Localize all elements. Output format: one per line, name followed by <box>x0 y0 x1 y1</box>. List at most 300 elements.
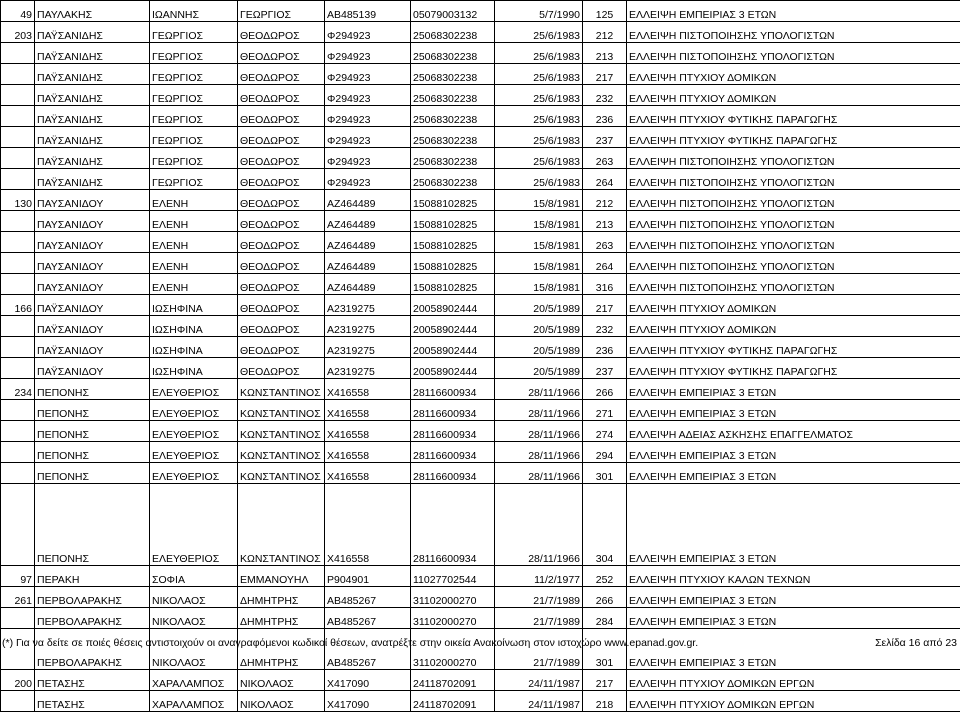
table-row <box>1 274 960 295</box>
cell-amka: 15088102825 <box>411 190 495 211</box>
cell-birth-date: 25/6/1983 <box>495 106 583 127</box>
cell-exclusion-reason: ΕΛΛΕΙΨΗ ΠΙΣΤΟΠΟΙΗΣΗΣ ΥΠΟΛΟΓΙΣΤΩΝ <box>627 211 960 232</box>
cell-position-code: 217 <box>583 670 627 691</box>
cell-father-name: ΔΗΜΗΤΡΗΣ <box>238 629 325 670</box>
cell-row-number <box>1 484 35 566</box>
cell-surname: ΠΕΤΑΣΗΣ <box>35 670 150 691</box>
cell-exclusion-reason: ΕΛΛΕΙΨΗ ΠΙΣΤΟΠΟΙΗΣΗΣ ΥΠΟΛΟΓΙΣΤΩΝ <box>627 148 960 169</box>
cell-first-name: ΧΑΡΑΛΑΜΠΟΣ <box>150 691 238 712</box>
cell-position-code: 301 <box>583 629 627 670</box>
cell-position-code: 264 <box>583 169 627 190</box>
cell-amka: 15088102825 <box>411 274 495 295</box>
cell-position-code: 301 <box>583 463 627 484</box>
cell-surname: ΠΕΤΑΣΗΣ <box>35 691 150 712</box>
cell-surname: ΠΕΠΟΝΗΣ <box>35 463 150 484</box>
cell-birth-date: 25/6/1983 <box>495 127 583 148</box>
cell-birth-date: 28/11/1966 <box>495 442 583 463</box>
cell-father-name: ΕΜΜΑΝΟΥΗΛ <box>238 566 325 587</box>
table-row <box>1 316 960 337</box>
cell-surname: ΠΑΫΣΑΝΙΔΟΥ <box>35 358 150 379</box>
cell-position-code: 232 <box>583 316 627 337</box>
cell-surname: ΠΑΥΣΑΝΙΔΟΥ <box>35 253 150 274</box>
cell-amka: 31102000270 <box>411 587 495 608</box>
cell-exclusion-reason: ΕΛΛΕΙΨΗ ΠΤΥΧΙΟΥ ΔΟΜΙΚΩΝ <box>627 316 960 337</box>
cell-id-card: Χ416558 <box>325 484 411 566</box>
cell-amka: 11027702544 <box>411 566 495 587</box>
table-row <box>1 190 960 211</box>
cell-position-code: 218 <box>583 691 627 712</box>
cell-first-name: ΕΛΕΥΘΕΡΙΟΣ <box>150 379 238 400</box>
cell-id-card: ΑΒ485267 <box>325 587 411 608</box>
cell-row-number <box>1 106 35 127</box>
cell-surname: ΠΕΠΟΝΗΣ <box>35 484 150 566</box>
cell-exclusion-reason: ΕΛΛΕΙΨΗ ΠΙΣΤΟΠΟΙΗΣΗΣ ΥΠΟΛΟΓΙΣΤΩΝ <box>627 253 960 274</box>
cell-father-name: ΘΕΟΔΩΡΟΣ <box>238 127 325 148</box>
cell-exclusion-reason: ΕΛΛΕΙΨΗ ΑΔΕΙΑΣ ΑΣΚΗΣΗΣ ΕΠΑΓΓΕΛΜΑΤΟΣ <box>627 421 960 442</box>
cell-father-name: ΘΕΟΔΩΡΟΣ <box>238 211 325 232</box>
cell-amka: 25068302238 <box>411 169 495 190</box>
table-row <box>1 253 960 274</box>
cell-amka: 24118702091 <box>411 670 495 691</box>
cell-first-name: ΕΛΕΥΘΕΡΙΟΣ <box>150 400 238 421</box>
cell-father-name: ΝΙΚΟΛΑΟΣ <box>238 691 325 712</box>
cell-exclusion-reason: ΕΛΛΕΙΨΗ ΕΜΠΕΙΡΙΑΣ 3 ΕΤΩΝ <box>627 484 960 566</box>
cell-birth-date: 15/8/1981 <box>495 274 583 295</box>
table-row <box>1 1 960 22</box>
table-row <box>1 232 960 253</box>
cell-row-number: 200 <box>1 670 35 691</box>
cell-first-name: ΕΛΕΝΗ <box>150 253 238 274</box>
cell-id-card: ΑΖ464489 <box>325 253 411 274</box>
cell-birth-date: 28/11/1966 <box>495 400 583 421</box>
cell-row-number: 166 <box>1 295 35 316</box>
cell-id-card: ΑΒ485267 <box>325 608 411 629</box>
cell-id-card: Χ416558 <box>325 379 411 400</box>
cell-first-name: ΙΩΣΗΦΙΝΑ <box>150 337 238 358</box>
cell-surname: ΠΑΫΣΑΝΙΔΗΣ <box>35 148 150 169</box>
table-row <box>1 379 960 400</box>
cell-first-name: ΙΩΣΗΦΙΝΑ <box>150 295 238 316</box>
cell-birth-date: 25/6/1983 <box>495 64 583 85</box>
cell-amka: 15088102825 <box>411 232 495 253</box>
cell-id-card: Φ294923 <box>325 127 411 148</box>
cell-birth-date: 21/7/1989 <box>495 587 583 608</box>
table-row <box>1 608 960 629</box>
cell-amka: 28116600934 <box>411 400 495 421</box>
cell-position-code: 217 <box>583 295 627 316</box>
cell-id-card: Φ294923 <box>325 169 411 190</box>
table-row <box>1 85 960 106</box>
page-footer <box>0 637 960 653</box>
cell-id-card: Χ416558 <box>325 421 411 442</box>
cell-birth-date: 21/7/1989 <box>495 608 583 629</box>
cell-birth-date: 25/6/1983 <box>495 85 583 106</box>
cell-row-number <box>1 358 35 379</box>
cell-exclusion-reason: ΕΛΛΕΙΨΗ ΕΜΠΕΙΡΙΑΣ 3 ΕΤΩΝ <box>627 400 960 421</box>
cell-row-number: 130 <box>1 190 35 211</box>
cell-birth-date: 24/11/1987 <box>495 691 583 712</box>
cell-father-name: ΘΕΟΔΩΡΟΣ <box>238 274 325 295</box>
cell-row-number <box>1 691 35 712</box>
cell-first-name: ΕΛΕΝΗ <box>150 211 238 232</box>
table-body <box>1 1 960 712</box>
cell-exclusion-reason: ΕΛΛΕΙΨΗ ΠΙΣΤΟΠΟΙΗΣΗΣ ΥΠΟΛΟΓΙΣΤΩΝ <box>627 169 960 190</box>
table-row <box>1 43 960 64</box>
cell-position-code: 304 <box>583 484 627 566</box>
table-row <box>1 64 960 85</box>
cell-row-number <box>1 148 35 169</box>
cell-id-card: ΑΖ464489 <box>325 190 411 211</box>
cell-exclusion-reason: ΕΛΛΕΙΨΗ ΠΤΥΧΙΟΥ ΔΟΜΙΚΩΝ <box>627 295 960 316</box>
cell-amka: 20058902444 <box>411 295 495 316</box>
cell-position-code: 263 <box>583 148 627 169</box>
cell-father-name: ΘΕΟΔΩΡΟΣ <box>238 106 325 127</box>
cell-amka: 25068302238 <box>411 106 495 127</box>
cell-first-name: ΝΙΚΟΛΑΟΣ <box>150 587 238 608</box>
cell-id-card: Φ294923 <box>325 148 411 169</box>
cell-first-name: ΓΕΩΡΓΙΟΣ <box>150 22 238 43</box>
table-row <box>1 442 960 463</box>
cell-amka: 25068302238 <box>411 85 495 106</box>
cell-first-name: ΝΙΚΟΛΑΟΣ <box>150 629 238 670</box>
page-number: Σελίδα 16 από 23 <box>875 637 957 649</box>
cell-row-number <box>1 85 35 106</box>
cell-birth-date: 28/11/1966 <box>495 421 583 442</box>
cell-amka: 28116600934 <box>411 484 495 566</box>
cell-amka: 28116600934 <box>411 379 495 400</box>
table-row <box>1 211 960 232</box>
cell-id-card: ΑΖ464489 <box>325 211 411 232</box>
cell-birth-date: 20/5/1989 <box>495 295 583 316</box>
cell-exclusion-reason: ΕΛΛΕΙΨΗ ΠΤΥΧΙΟΥ ΔΟΜΙΚΩΝ ΕΡΓΩΝ <box>627 670 960 691</box>
cell-father-name: ΘΕΟΔΩΡΟΣ <box>238 22 325 43</box>
table-row <box>1 295 960 316</box>
table-row <box>1 127 960 148</box>
cell-father-name: ΘΕΟΔΩΡΟΣ <box>238 190 325 211</box>
cell-first-name: ΕΛΕΝΗ <box>150 232 238 253</box>
cell-id-card: Χ416558 <box>325 442 411 463</box>
cell-id-card: Φ294923 <box>325 64 411 85</box>
cell-father-name: ΚΩΝΣΤΑΝΤΙΝΟΣ <box>238 379 325 400</box>
cell-father-name: ΝΙΚΟΛΑΟΣ <box>238 670 325 691</box>
table-row <box>1 358 960 379</box>
cell-surname: ΠΑΫΣΑΝΙΔΗΣ <box>35 106 150 127</box>
cell-id-card: Α2319275 <box>325 337 411 358</box>
cell-first-name: ΓΕΩΡΓΙΟΣ <box>150 64 238 85</box>
cell-exclusion-reason: ΕΛΛΕΙΨΗ ΠΤΥΧΙΟΥ ΦΥΤΙΚΗΣ ΠΑΡΑΓΩΓΗΣ <box>627 358 960 379</box>
table-row <box>1 463 960 484</box>
cell-birth-date: 25/6/1983 <box>495 43 583 64</box>
cell-surname: ΠΑΫΣΑΝΙΔΗΣ <box>35 85 150 106</box>
cell-exclusion-reason: ΕΛΛΕΙΨΗ ΠΤΥΧΙΟΥ ΦΥΤΙΚΗΣ ΠΑΡΑΓΩΓΗΣ <box>627 127 960 148</box>
cell-birth-date: 20/5/1989 <box>495 337 583 358</box>
cell-father-name: ΘΕΟΔΩΡΟΣ <box>238 64 325 85</box>
cell-position-code: 316 <box>583 274 627 295</box>
cell-amka: 25068302238 <box>411 148 495 169</box>
cell-row-number <box>1 274 35 295</box>
cell-id-card: ΑΖ464489 <box>325 232 411 253</box>
cell-birth-date: 21/7/1989 <box>495 629 583 670</box>
cell-birth-date: 15/8/1981 <box>495 253 583 274</box>
cell-row-number <box>1 316 35 337</box>
cell-id-card: Φ294923 <box>325 85 411 106</box>
cell-position-code: 232 <box>583 85 627 106</box>
cell-surname: ΠΕΠΟΝΗΣ <box>35 379 150 400</box>
cell-first-name: ΕΛΕΝΗ <box>150 274 238 295</box>
cell-birth-date: 25/6/1983 <box>495 169 583 190</box>
cell-father-name: ΚΩΝΣΤΑΝΤΙΝΟΣ <box>238 421 325 442</box>
cell-birth-date: 20/5/1989 <box>495 358 583 379</box>
cell-surname: ΠΕΡΑΚΗ <box>35 566 150 587</box>
cell-exclusion-reason: ΕΛΛΕΙΨΗ ΕΜΠΕΙΡΙΑΣ 3 ΕΤΩΝ <box>627 463 960 484</box>
cell-birth-date: 15/8/1981 <box>495 190 583 211</box>
cell-position-code: 236 <box>583 337 627 358</box>
cell-birth-date: 15/8/1981 <box>495 232 583 253</box>
cell-exclusion-reason: ΕΛΛΕΙΨΗ ΠΙΣΤΟΠΟΙΗΣΗΣ ΥΠΟΛΟΓΙΣΤΩΝ <box>627 43 960 64</box>
cell-birth-date: 15/8/1981 <box>495 211 583 232</box>
cell-first-name: ΙΩΣΗΦΙΝΑ <box>150 316 238 337</box>
cell-id-card: Φ294923 <box>325 22 411 43</box>
cell-first-name: ΕΛΕΥΘΕΡΙΟΣ <box>150 484 238 566</box>
cell-amka: 24118702091 <box>411 691 495 712</box>
cell-first-name: ΕΛΕΥΘΕΡΙΟΣ <box>150 421 238 442</box>
cell-first-name: ΓΕΩΡΓΙΟΣ <box>150 148 238 169</box>
cell-exclusion-reason: ΕΛΛΕΙΨΗ ΠΙΣΤΟΠΟΙΗΣΗΣ ΥΠΟΛΟΓΙΣΤΩΝ <box>627 274 960 295</box>
cell-father-name: ΚΩΝΣΤΑΝΤΙΝΟΣ <box>238 463 325 484</box>
cell-birth-date: 25/6/1983 <box>495 22 583 43</box>
cell-first-name: ΝΙΚΟΛΑΟΣ <box>150 608 238 629</box>
cell-amka: 25068302238 <box>411 127 495 148</box>
cell-id-card: Φ294923 <box>325 43 411 64</box>
table-row <box>1 169 960 190</box>
cell-first-name: ΧΑΡΑΛΑΜΠΟΣ <box>150 670 238 691</box>
cell-row-number <box>1 43 35 64</box>
cell-position-code: 236 <box>583 106 627 127</box>
table-row <box>1 421 960 442</box>
cell-exclusion-reason: ΕΛΛΕΙΨΗ ΠΙΣΤΟΠΟΙΗΣΗΣ ΥΠΟΛΟΓΙΣΤΩΝ <box>627 22 960 43</box>
cell-father-name: ΘΕΟΔΩΡΟΣ <box>238 148 325 169</box>
cell-row-number <box>1 253 35 274</box>
table-row <box>1 400 960 421</box>
table-row <box>1 670 960 691</box>
cell-exclusion-reason: ΕΛΛΕΙΨΗ ΕΜΠΕΙΡΙΑΣ 3 ΕΤΩΝ <box>627 629 960 670</box>
table-row <box>1 148 960 169</box>
cell-amka: 28116600934 <box>411 442 495 463</box>
cell-id-card: ΑΖ464489 <box>325 274 411 295</box>
cell-amka: 25068302238 <box>411 22 495 43</box>
cell-id-card: Ρ904901 <box>325 566 411 587</box>
cell-exclusion-reason: ΕΛΛΕΙΨΗ ΠΙΣΤΟΠΟΙΗΣΗΣ ΥΠΟΛΟΓΙΣΤΩΝ <box>627 232 960 253</box>
cell-exclusion-reason: ΕΛΛΕΙΨΗ ΕΜΠΕΙΡΙΑΣ 3 ΕΤΩΝ <box>627 587 960 608</box>
cell-position-code: 284 <box>583 608 627 629</box>
cell-first-name: ΙΩΑΝΝΗΣ <box>150 1 238 22</box>
cell-amka: 20058902444 <box>411 316 495 337</box>
cell-row-number <box>1 169 35 190</box>
cell-id-card: Α2319275 <box>325 316 411 337</box>
cell-exclusion-reason: ΕΛΛΕΙΨΗ ΕΜΠΕΙΡΙΑΣ 3 ΕΤΩΝ <box>627 442 960 463</box>
cell-row-number <box>1 463 35 484</box>
cell-first-name: ΕΛΕΝΗ <box>150 190 238 211</box>
cell-row-number <box>1 337 35 358</box>
cell-id-card: Φ294923 <box>325 106 411 127</box>
cell-position-code: 125 <box>583 1 627 22</box>
cell-surname: ΠΑΫΣΑΝΙΔΗΣ <box>35 127 150 148</box>
table-row <box>1 566 960 587</box>
cell-row-number: 234 <box>1 379 35 400</box>
cell-surname: ΠΑΥΣΑΝΙΔΟΥ <box>35 274 150 295</box>
cell-first-name: ΙΩΣΗΦΙΝΑ <box>150 358 238 379</box>
cell-exclusion-reason: ΕΛΛΕΙΨΗ ΠΤΥΧΙΟΥ ΚΑΛΩΝ ΤΕΧΝΩΝ <box>627 566 960 587</box>
cell-id-card: ΑΒ485267 <box>325 629 411 670</box>
cell-amka: 15088102825 <box>411 211 495 232</box>
cell-row-number <box>1 127 35 148</box>
table-row <box>1 484 960 566</box>
cell-birth-date: 11/2/1977 <box>495 566 583 587</box>
cell-position-code: 237 <box>583 358 627 379</box>
cell-position-code: 264 <box>583 253 627 274</box>
cell-position-code: 213 <box>583 211 627 232</box>
cell-surname: ΠΑΫΣΑΝΙΔΗΣ <box>35 64 150 85</box>
cell-father-name: ΘΕΟΔΩΡΟΣ <box>238 316 325 337</box>
table-row <box>1 106 960 127</box>
cell-amka: 28116600934 <box>411 421 495 442</box>
cell-surname: ΠΑΥΣΑΝΙΔΟΥ <box>35 211 150 232</box>
cell-first-name: ΓΕΩΡΓΙΟΣ <box>150 106 238 127</box>
cell-amka: 31102000270 <box>411 608 495 629</box>
cell-row-number <box>1 232 35 253</box>
cell-id-card: Χ416558 <box>325 463 411 484</box>
cell-amka: 25068302238 <box>411 43 495 64</box>
cell-surname: ΠΑΫΣΑΝΙΔΗΣ <box>35 169 150 190</box>
cell-surname: ΠΑΥΛΑΚΗΣ <box>35 1 150 22</box>
cell-id-card: Χ417090 <box>325 670 411 691</box>
cell-row-number <box>1 442 35 463</box>
cell-id-card: Χ416558 <box>325 400 411 421</box>
cell-exclusion-reason: ΕΛΛΕΙΨΗ ΕΜΠΕΙΡΙΑΣ 3 ΕΤΩΝ <box>627 608 960 629</box>
cell-father-name: ΘΕΟΔΩΡΟΣ <box>238 295 325 316</box>
cell-first-name: ΣΟΦΙΑ <box>150 566 238 587</box>
cell-father-name: ΔΗΜΗΤΡΗΣ <box>238 587 325 608</box>
cell-position-code: 213 <box>583 43 627 64</box>
cell-id-card: ΑΒ485139 <box>325 1 411 22</box>
cell-father-name: ΘΕΟΔΩΡΟΣ <box>238 337 325 358</box>
table-row <box>1 337 960 358</box>
cell-amka: 20058902444 <box>411 337 495 358</box>
cell-birth-date: 28/11/1966 <box>495 484 583 566</box>
cell-amka: 25068302238 <box>411 64 495 85</box>
cell-birth-date: 24/11/1987 <box>495 670 583 691</box>
cell-birth-date: 25/6/1983 <box>495 148 583 169</box>
cell-first-name: ΓΕΩΡΓΙΟΣ <box>150 127 238 148</box>
cell-surname: ΠΑΫΣΑΝΙΔΗΣ <box>35 22 150 43</box>
cell-surname: ΠΑΫΣΑΝΙΔΟΥ <box>35 295 150 316</box>
cell-position-code: 274 <box>583 421 627 442</box>
cell-amka: 15088102825 <box>411 253 495 274</box>
cell-first-name: ΓΕΩΡΓΙΟΣ <box>150 85 238 106</box>
cell-surname: ΠΕΡΒΟΛΑΡΑΚΗΣ <box>35 629 150 670</box>
cell-father-name: ΘΕΟΔΩΡΟΣ <box>238 232 325 253</box>
cell-position-code: 294 <box>583 442 627 463</box>
cell-father-name: ΚΩΝΣΤΑΝΤΙΝΟΣ <box>238 484 325 566</box>
cell-surname: ΠΕΠΟΝΗΣ <box>35 421 150 442</box>
cell-amka: 28116600934 <box>411 463 495 484</box>
cell-father-name: ΘΕΟΔΩΡΟΣ <box>238 358 325 379</box>
cell-father-name: ΚΩΝΣΤΑΝΤΙΝΟΣ <box>238 400 325 421</box>
table-row <box>1 691 960 712</box>
cell-exclusion-reason: ΕΛΛΕΙΨΗ ΠΤΥΧΙΟΥ ΦΥΤΙΚΗΣ ΠΑΡΑΓΩΓΗΣ <box>627 337 960 358</box>
cell-father-name: ΘΕΟΔΩΡΟΣ <box>238 169 325 190</box>
cell-exclusion-reason: ΕΛΛΕΙΨΗ ΠΤΥΧΙΟΥ ΔΟΜΙΚΩΝ <box>627 85 960 106</box>
cell-amka: 31102000270 <box>411 629 495 670</box>
cell-surname: ΠΑΥΣΑΝΙΔΟΥ <box>35 190 150 211</box>
cell-amka: 20058902444 <box>411 358 495 379</box>
cell-father-name: ΘΕΟΔΩΡΟΣ <box>238 253 325 274</box>
cell-exclusion-reason: ΕΛΛΕΙΨΗ ΕΜΠΕΙΡΙΑΣ 3 ΕΤΩΝ <box>627 379 960 400</box>
cell-row-number: 49 <box>1 1 35 22</box>
cell-father-name: ΚΩΝΣΤΑΝΤΙΝΟΣ <box>238 442 325 463</box>
cell-row-number <box>1 400 35 421</box>
cell-surname: ΠΕΠΟΝΗΣ <box>35 442 150 463</box>
cell-surname: ΠΑΫΣΑΝΙΔΟΥ <box>35 316 150 337</box>
cell-birth-date: 5/7/1990 <box>495 1 583 22</box>
cell-row-number <box>1 421 35 442</box>
footnote: (*) Για να δείτε σε ποιές θέσεις αντιστοιχούν οι αναγραφόμενοι κωδικοί θέσεων, ανατρέξτε στην οικεία Ανακοίνωση στον ιστοχώρο www.epanad.gov.gr. <box>2 637 698 649</box>
table-row <box>1 587 960 608</box>
cell-row-number <box>1 211 35 232</box>
cell-surname: ΠΑΫΣΑΝΙΔΟΥ <box>35 337 150 358</box>
cell-first-name: ΓΕΩΡΓΙΟΣ <box>150 43 238 64</box>
cell-first-name: ΓΕΩΡΓΙΟΣ <box>150 169 238 190</box>
cell-exclusion-reason: ΕΛΛΕΙΨΗ ΠΤΥΧΙΟΥ ΔΟΜΙΚΩΝ <box>627 64 960 85</box>
cell-position-code: 212 <box>583 190 627 211</box>
table-row <box>1 22 960 43</box>
cell-position-code: 263 <box>583 232 627 253</box>
cell-id-card: Α2319275 <box>325 295 411 316</box>
cell-surname: ΠΑΫΣΑΝΙΔΗΣ <box>35 43 150 64</box>
cell-row-number <box>1 64 35 85</box>
cell-surname: ΠΑΥΣΑΝΙΔΟΥ <box>35 232 150 253</box>
cell-position-code: 217 <box>583 64 627 85</box>
cell-id-card: Χ417090 <box>325 691 411 712</box>
cell-row-number: 97 <box>1 566 35 587</box>
cell-birth-date: 20/5/1989 <box>495 316 583 337</box>
cell-first-name: ΕΛΕΥΘΕΡΙΟΣ <box>150 463 238 484</box>
cell-birth-date: 28/11/1966 <box>495 379 583 400</box>
cell-row-number: 203 <box>1 22 35 43</box>
cell-father-name: ΓΕΩΡΓΙΟΣ <box>238 1 325 22</box>
cell-position-code: 212 <box>583 22 627 43</box>
cell-id-card: Α2319275 <box>325 358 411 379</box>
cell-position-code: 252 <box>583 566 627 587</box>
cell-father-name: ΔΗΜΗΤΡΗΣ <box>238 608 325 629</box>
cell-row-number: 261 <box>1 587 35 608</box>
cell-surname: ΠΕΡΒΟΛΑΡΑΚΗΣ <box>35 608 150 629</box>
cell-surname: ΠΕΠΟΝΗΣ <box>35 400 150 421</box>
cell-father-name: ΘΕΟΔΩΡΟΣ <box>238 43 325 64</box>
cell-exclusion-reason: ΕΛΛΕΙΨΗ ΠΤΥΧΙΟΥ ΦΥΤΙΚΗΣ ΠΑΡΑΓΩΓΗΣ <box>627 106 960 127</box>
cell-exclusion-reason: ΕΛΛΕΙΨΗ ΕΜΠΕΙΡΙΑΣ 3 ΕΤΩΝ <box>627 1 960 22</box>
cell-father-name: ΘΕΟΔΩΡΟΣ <box>238 85 325 106</box>
cell-surname: ΠΕΡΒΟΛΑΡΑΚΗΣ <box>35 587 150 608</box>
cell-birth-date: 28/11/1966 <box>495 463 583 484</box>
cell-position-code: 271 <box>583 400 627 421</box>
cell-position-code: 266 <box>583 379 627 400</box>
cell-exclusion-reason: ΕΛΛΕΙΨΗ ΠΙΣΤΟΠΟΙΗΣΗΣ ΥΠΟΛΟΓΙΣΤΩΝ <box>627 190 960 211</box>
cell-amka: 05079003132 <box>411 1 495 22</box>
cell-row-number <box>1 608 35 629</box>
cell-exclusion-reason: ΕΛΛΕΙΨΗ ΠΤΥΧΙΟΥ ΔΟΜΙΚΩΝ ΕΡΓΩΝ <box>627 691 960 712</box>
cell-position-code: 237 <box>583 127 627 148</box>
